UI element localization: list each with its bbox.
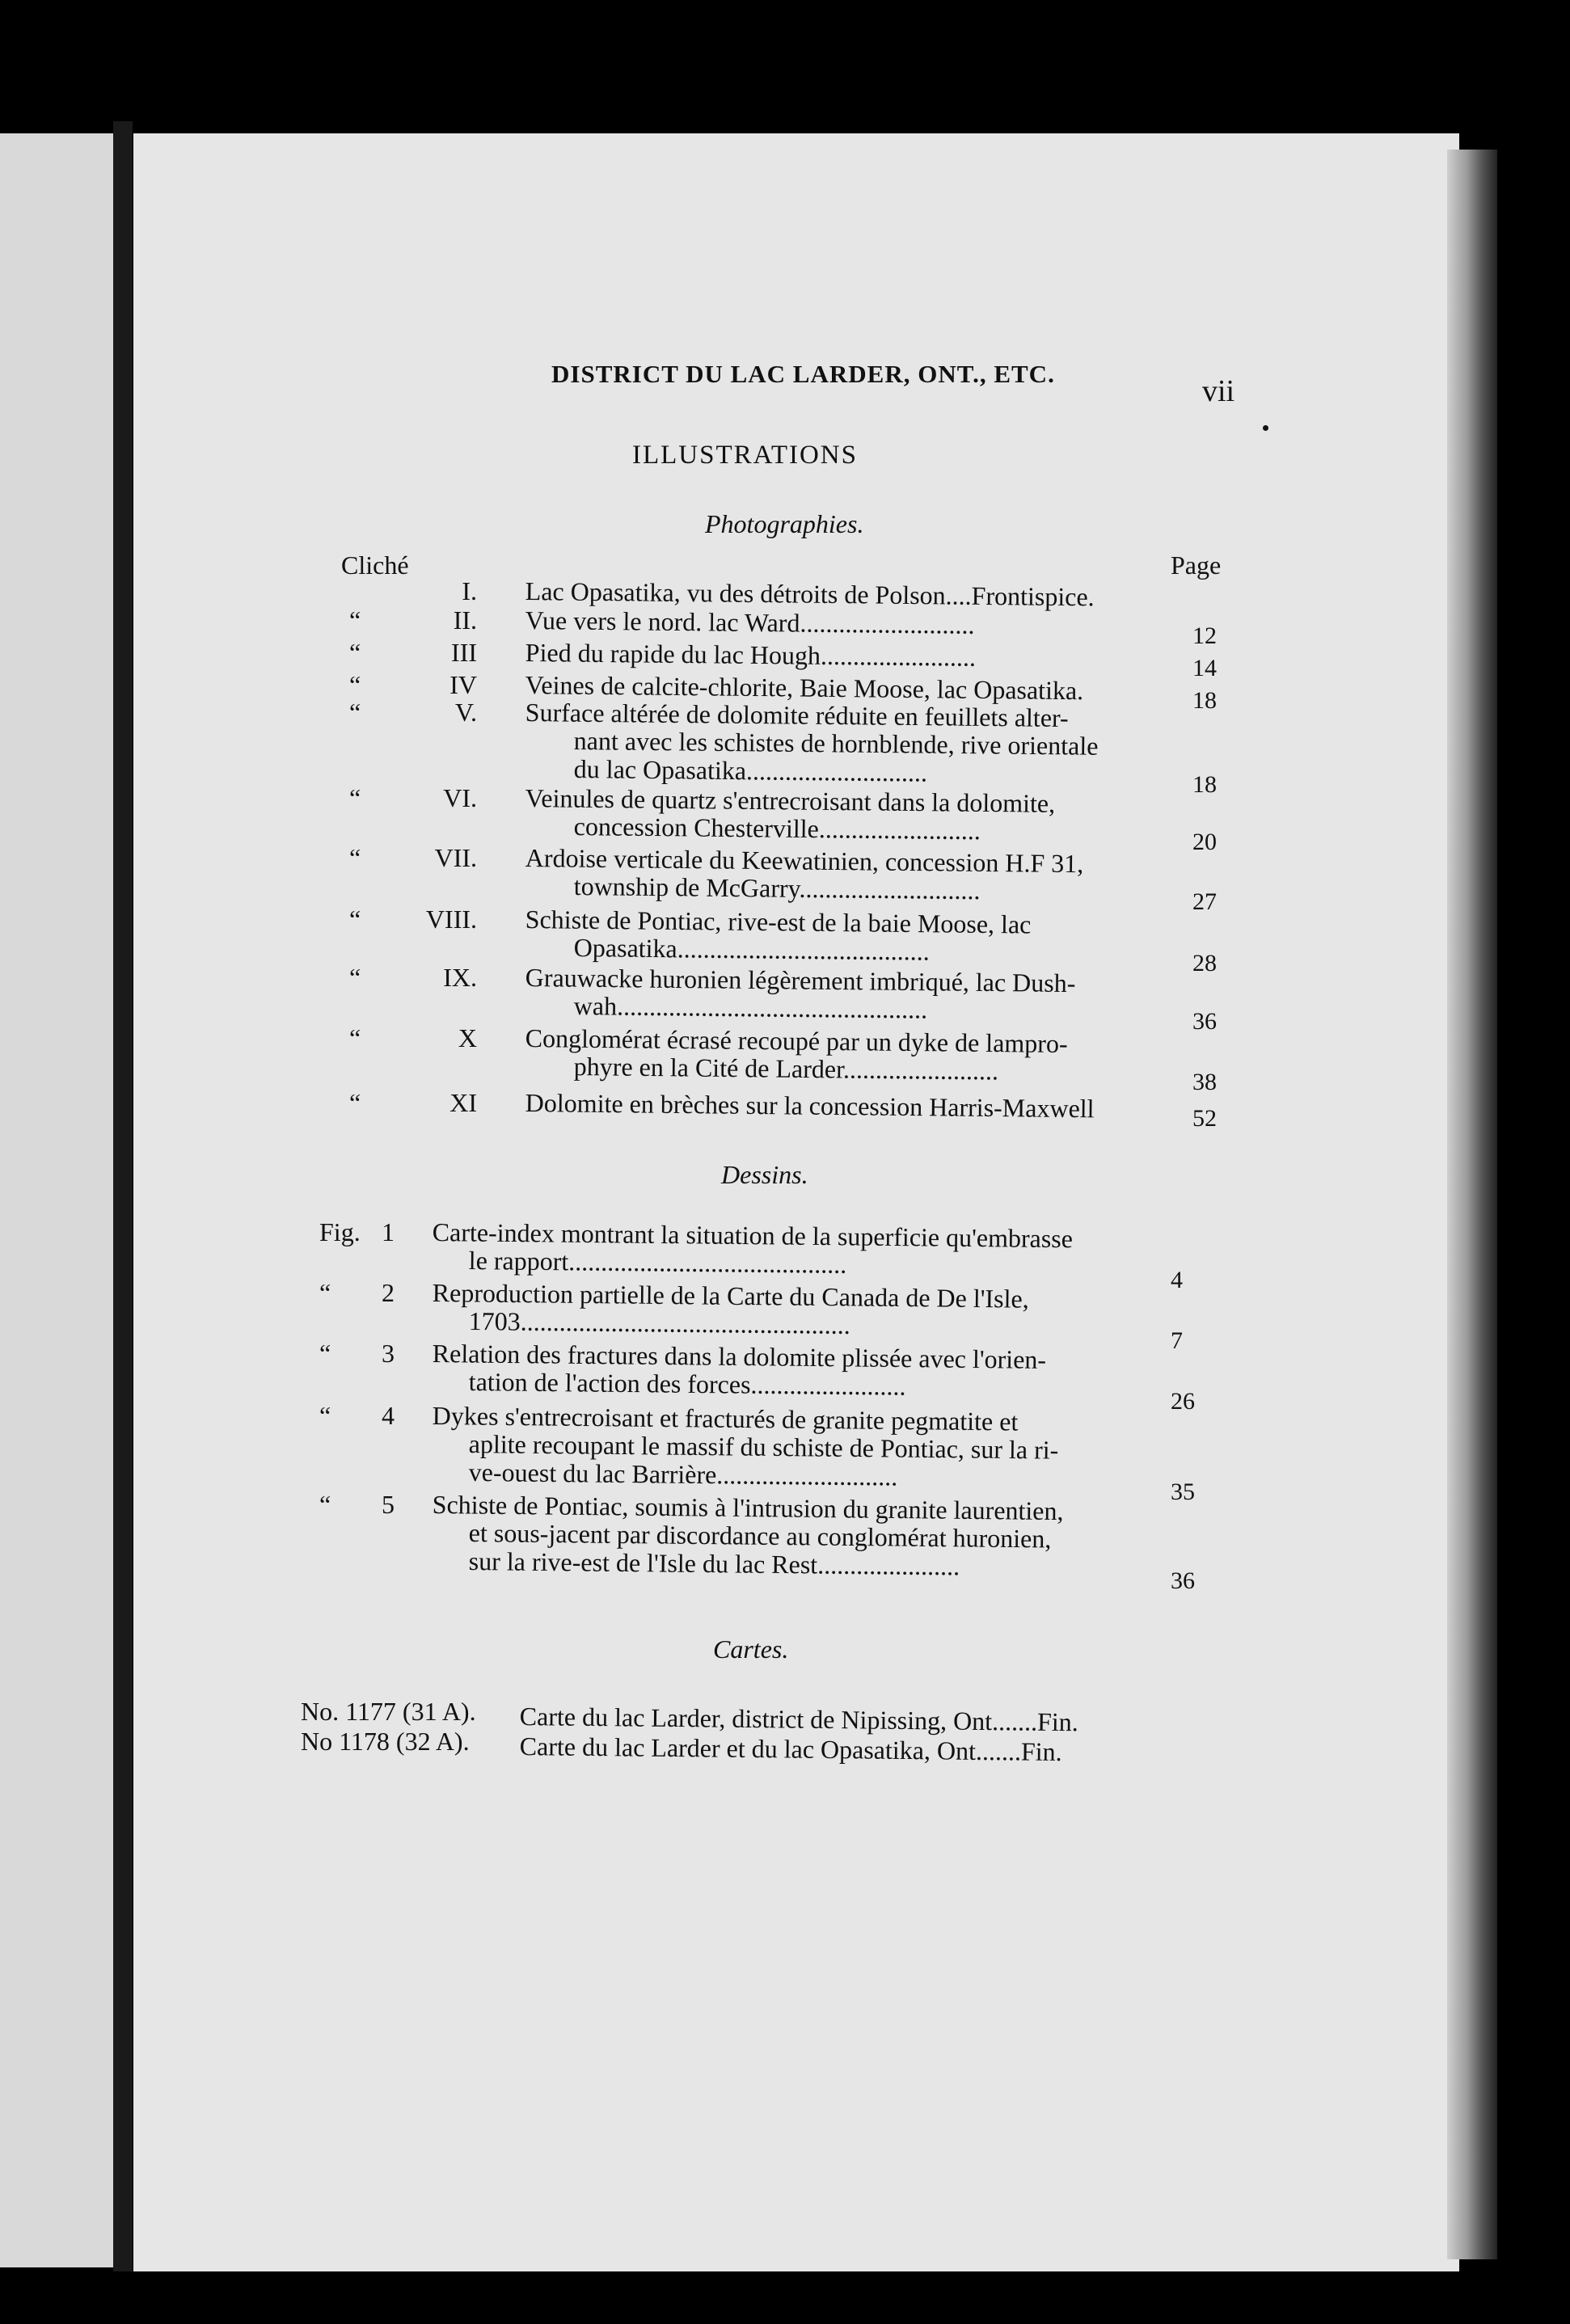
figure-page-number: 4 bbox=[1171, 1267, 1183, 1293]
maps-heading: Cartes. bbox=[713, 1634, 789, 1664]
plate-page-number: 12 bbox=[1192, 622, 1217, 649]
plate-ditto-mark: “ bbox=[349, 783, 361, 812]
plate-caption-line: Conglomérat écrasé recoupé par un dyke de lampro- bbox=[525, 1023, 1068, 1059]
figure-number: 2 bbox=[382, 1278, 395, 1307]
plate-caption-line: concession Chesterville......................... bbox=[573, 811, 981, 846]
plate-ditto-mark: “ bbox=[349, 843, 361, 872]
map-reference: No. 1177 (31 A). bbox=[301, 1697, 476, 1726]
plate-page-number: 36 bbox=[1192, 1008, 1217, 1035]
figure-caption-line: tation de l'action des forces........................ bbox=[468, 1367, 906, 1401]
plate-ditto-mark: “ bbox=[349, 698, 361, 727]
plate-caption-line: du lac Opasatika............................ bbox=[573, 753, 928, 787]
plate-page-number: 52 bbox=[1192, 1105, 1217, 1132]
plate-ditto-mark: “ bbox=[349, 605, 361, 635]
photographs-heading: Photographies. bbox=[705, 509, 864, 538]
figure-caption-line: Relation des fractures dans la dolomite plissée avec l'orien- bbox=[432, 1339, 1047, 1374]
plate-caption-line: phyre en la Cité de Larder........................ bbox=[573, 1052, 999, 1086]
plate-number: II. bbox=[453, 605, 477, 635]
plate-number: V. bbox=[455, 698, 477, 727]
adjacent-page-edge bbox=[0, 133, 131, 2267]
plate-caption-line: Pied du rapide du lac Hough........................ bbox=[525, 637, 977, 672]
plate-number: I. bbox=[462, 576, 477, 605]
figure-page-number: 7 bbox=[1171, 1327, 1183, 1354]
page-column-label: Page bbox=[1171, 550, 1222, 580]
figure-page-number: 26 bbox=[1171, 1388, 1195, 1415]
drawings-heading: Dessins. bbox=[721, 1160, 808, 1189]
plate-ditto-mark: “ bbox=[349, 1088, 361, 1117]
plate-page-number: 14 bbox=[1192, 655, 1217, 681]
page-folio: vii bbox=[1202, 374, 1235, 408]
figure-caption-line: Reproduction partielle de la Carte du Canada de De l'Isle, bbox=[432, 1278, 1029, 1314]
figure-label: “ bbox=[319, 1339, 331, 1368]
plate-number: IX. bbox=[443, 963, 477, 992]
figure-caption-line: et sous-jacent par discordance au conglomérat huronien, bbox=[468, 1518, 1052, 1554]
figure-caption-line: aplite recoupant le massif du schiste de Pontiac, sur la ri- bbox=[468, 1429, 1059, 1465]
plate-number: VI. bbox=[443, 783, 477, 812]
plate-caption-line: Grauwacke huronien légèrement imbriqué, lac Dush- bbox=[525, 963, 1076, 998]
figure-caption-line: 1703................................................... bbox=[468, 1306, 850, 1339]
figure-number: 4 bbox=[382, 1401, 395, 1430]
plate-caption-line: Lac Opasatika, vu des détroits de Polson....Frontispice. bbox=[525, 576, 1095, 612]
plate-caption-line: Schiste de Pontiac, rive-est de la baie Moose, lac bbox=[525, 905, 1032, 939]
plate-number: IV bbox=[449, 670, 477, 699]
plate-caption-line: Opasatika....................................... bbox=[573, 933, 930, 966]
figure-label: “ bbox=[319, 1278, 331, 1307]
plate-caption-line: wah................................................ bbox=[573, 991, 928, 1024]
plate-caption-line: Surface altérée de dolomite réduite en feuillets alter- bbox=[525, 697, 1069, 733]
figure-number: 1 bbox=[382, 1217, 395, 1246]
book-spine-shadow bbox=[113, 121, 133, 2271]
cliche-column-label: Cliché bbox=[341, 550, 409, 580]
map-reference: No 1178 (32 A). bbox=[301, 1727, 470, 1756]
plate-number: XI bbox=[449, 1088, 477, 1117]
map-title: Carte du lac Larder et du lac Opasatika, Ont.......Fin. bbox=[519, 1731, 1062, 1767]
page-edge-right bbox=[1447, 150, 1497, 2259]
plate-page-number: 20 bbox=[1192, 829, 1217, 855]
plate-number: VII. bbox=[434, 843, 477, 872]
plate-ditto-mark: “ bbox=[349, 905, 361, 934]
figure-label: “ bbox=[319, 1490, 331, 1519]
plate-caption-line: Ardoise verticale du Keewatinien, concession H.F 31, bbox=[525, 843, 1084, 879]
figure-caption-line: Carte-index montrant la situation de la superficie qu'embrasse bbox=[432, 1217, 1074, 1254]
plate-caption-line: Dolomite en brèches sur la concession Harris-Maxwell bbox=[525, 1088, 1095, 1124]
plate-ditto-mark: “ bbox=[349, 670, 361, 699]
figure-number: 3 bbox=[382, 1339, 395, 1368]
figure-number: 5 bbox=[382, 1490, 395, 1519]
figure-page-number: 35 bbox=[1171, 1478, 1195, 1505]
plate-page-number: 18 bbox=[1192, 771, 1217, 798]
ink-speck bbox=[1263, 425, 1268, 431]
plate-caption-line: nant avec les schistes de hornblende, rive orientale bbox=[573, 725, 1099, 761]
figure-label: “ bbox=[319, 1401, 331, 1430]
plate-number: III bbox=[451, 638, 477, 667]
map-title: Carte du lac Larder, district de Nipissing, Ont.......Fin. bbox=[519, 1702, 1078, 1737]
plate-ditto-mark: “ bbox=[349, 1023, 361, 1052]
plate-page-number: 18 bbox=[1192, 687, 1217, 714]
plate-caption-line: township de McGarry............................ bbox=[573, 871, 981, 905]
plate-caption-line: Veinules de quartz s'entrecroisant dans la dolomite, bbox=[525, 782, 1056, 818]
plate-page-number: 27 bbox=[1192, 888, 1217, 915]
section-title: ILLUSTRATIONS bbox=[632, 441, 858, 470]
plate-caption-line: Vue vers le nord. lac Ward........................... bbox=[525, 605, 975, 639]
plate-number: X bbox=[458, 1023, 477, 1052]
figure-caption-line: ve-ouest du lac Barrière............................ bbox=[468, 1457, 898, 1491]
plate-caption-line: Veines de calcite-chlorite, Baie Moose, lac Opasatika. bbox=[525, 669, 1084, 706]
figure-caption-line: Schiste de Pontiac, soumis à l'intrusion du granite laurentien, bbox=[432, 1490, 1064, 1526]
figure-caption-line: le rapport........................................... bbox=[468, 1246, 847, 1279]
plate-number: VIII. bbox=[425, 905, 477, 934]
plate-ditto-mark: “ bbox=[349, 638, 361, 667]
figure-label: Fig. bbox=[319, 1217, 361, 1246]
plate-page-number: 28 bbox=[1192, 950, 1217, 976]
figure-caption-line: Dykes s'entrecroisant et fracturés de granite pegmatite et bbox=[432, 1401, 1019, 1436]
plate-page-number: 38 bbox=[1192, 1069, 1217, 1095]
plate-ditto-mark: “ bbox=[349, 963, 361, 992]
figure-caption-line: sur la rive-est de l'Isle du lac Rest...................... bbox=[468, 1546, 960, 1581]
running-header: DISTRICT DU LAC LARDER, ONT., ETC. bbox=[551, 360, 1055, 388]
figure-page-number: 36 bbox=[1171, 1567, 1195, 1594]
